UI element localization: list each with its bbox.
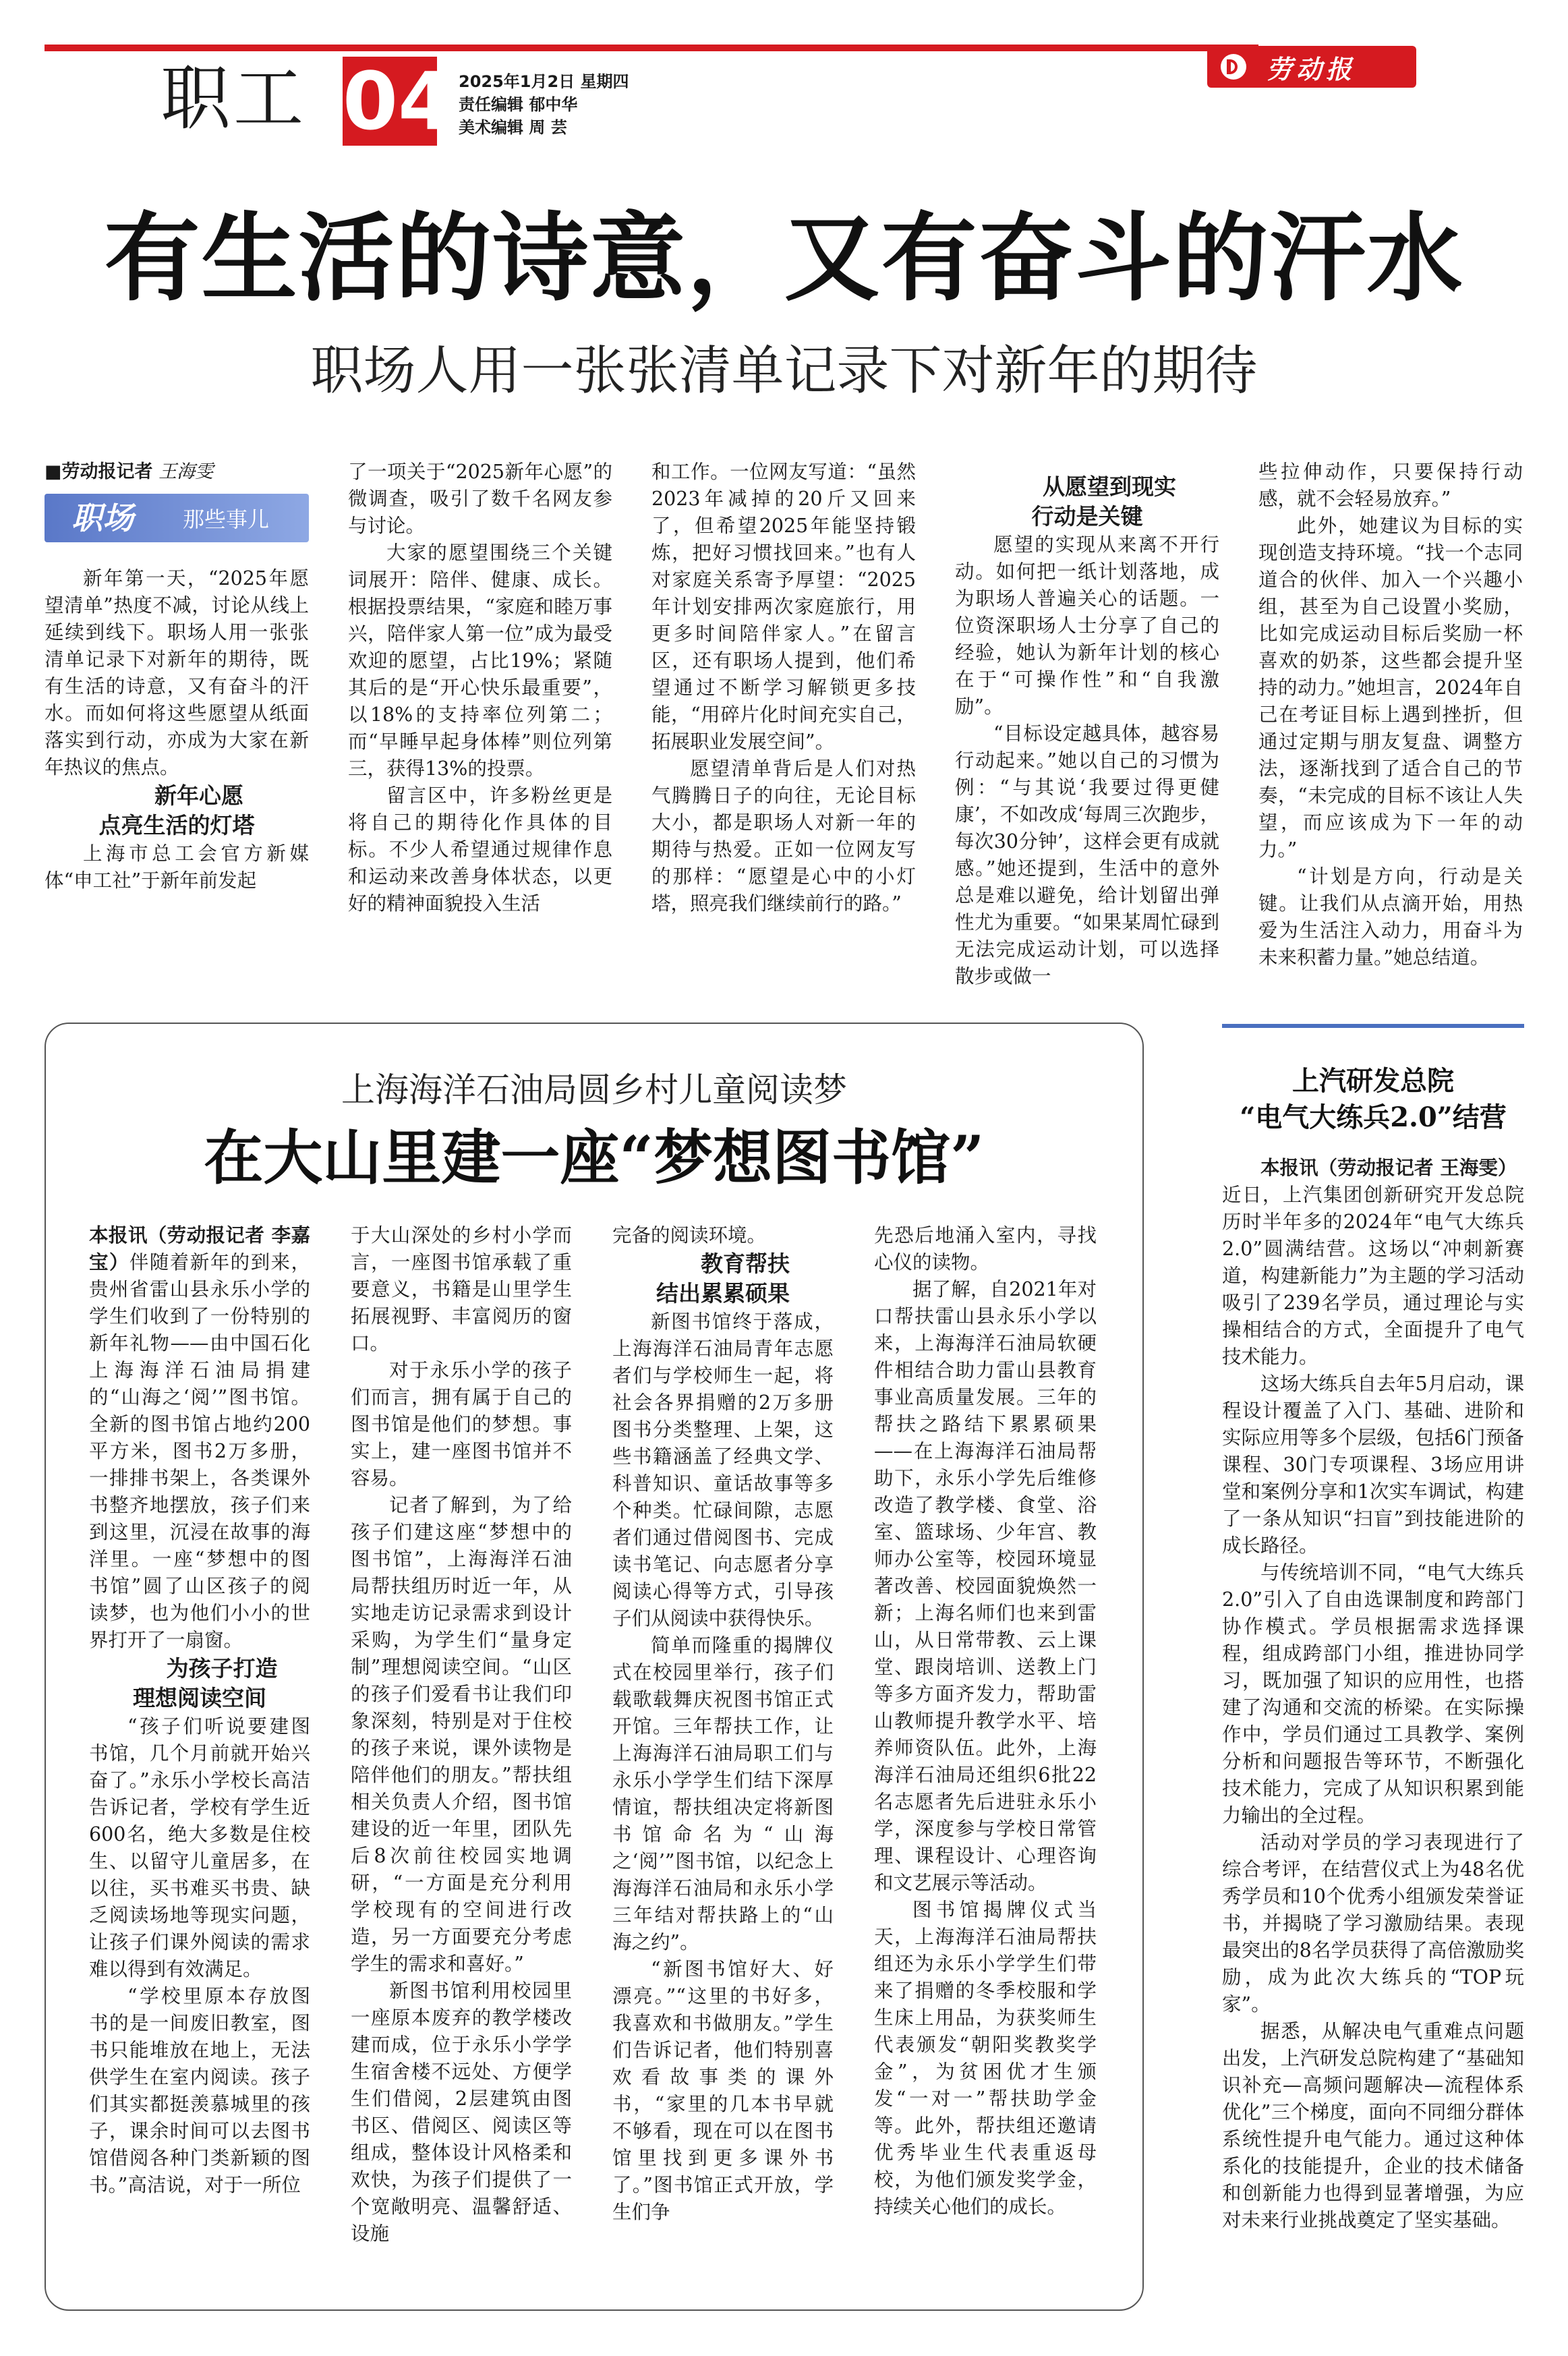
feature-para xyxy=(89,1222,310,1654)
lead-para: 新年第一天，“2025年愿望清单”热度不减，讨论从线上延续到线下。职场人用一张张清单记录下对新年的期待，既有生活的诗意，又有奋斗的汗水。而如何将这些愿望从纸面落实到行动，亦成为大家在新年热议的焦点。 xyxy=(45,567,309,778)
section-name: 职工 xyxy=(161,57,307,140)
editor-label: 责任编辑 xyxy=(459,95,523,114)
page-number: 04 xyxy=(343,55,454,148)
side-para: 与传统培训不同，“电气大练兵2.0”引入了自由选课制度和跨部门协作模式。学员根据需求选择课程，组成跨部门小组，推进协同学习，既加强了知识的应用性，也搭建了沟通和交流的桥梁。在实际操作中，学员们通过工具教学、案例分析和问题报告等环节，不断强化技术能力，完成了从知识积累到能力输出的全过程。 xyxy=(1222,1561,1524,1827)
lead-subhead-2: 从愿望到现实 行动是关键 xyxy=(1031,473,1176,529)
feature-para-text: 伴随着新年的到来，贵州省雷山县永乐小学的学生们收到了一份特别的新年礼物——由中国石化上海海洋石油局捐建的“山海之‘阅’”图书馆。全新的图书馆占地约200平方米，图书2万多册，一排排书架上，各类课外书整齐地摆放，孩子们来到这里，沉浸在故事的海洋里。一座“梦想中的图书馆”圆了山区孩子的阅读梦，也为他们小小的世界打开了一扇窗。 xyxy=(89,1251,310,1651)
lead-headline: 有生活的诗意，又有奋斗的汗水 xyxy=(104,202,1464,314)
feature-para: 记者了解到，为了给孩子们建这座“梦想中的图书馆”，上海海洋石油局帮扶组历时近一年，从实地走访记录需求到设计采购，为学生们“量身定制”理想阅读空间。“山区的孩子们爱看书让我们印象深刻，特别是对于住校的孩子来说，课外读物是陪伴他们的朋友。”帮扶组相关负责人介绍，图书馆建设的近一年里，团队先后8次前往校园实地调研，“一方面是充分利用学校现有的空间进行改造，另一方面要充分考虑学生的需求和喜好。” xyxy=(351,1494,572,1975)
feature-para: 简单而隆重的揭牌仪式在校园里举行，孩子们载歌载舞庆祝图书馆正式开馆。三年帮扶工作，让上海海洋石油局职工们与永乐小学学生们结下深厚情谊，帮扶组决定将新图书馆命名为“山海之‘阅’”图书馆，以纪念上海海洋石油局和永乐小学三年结对帮扶路上的“山海之约”。 xyxy=(612,1634,834,1953)
feature-col-1 xyxy=(89,1222,310,2199)
column-tag xyxy=(45,494,309,542)
art-editor-name: 周 芸 xyxy=(529,118,567,137)
side-para: 据悉，从解决电气重难点问题出发，上汽研发总院构建了“基础知识补充—高频问题解决—流程体系优化”三个梯度，面向不同细分群体系统性提升电气能力。通过这种体系化的技能提升，企业的技术储备和创新能力也得到显著增强，为应对未来行业挑战奠定了坚实基础。 xyxy=(1222,2020,1524,2231)
lead-para: 此外，她建议为目标的实现创造支持环境。“找一个志同道合的伙伴、加入一个兴趣小组，甚至为自己设置小奖励，比如完成运动目标后奖励一杯喜欢的奶茶，这些都会提升坚持的动力。”她坦言，2024年自己在考证目标上遇到挫折，但通过定期与朋友复盘、调整方法，逐渐找到了适合自己的节奏，“未完成的目标不该让人失望，而应该成为下一年的动力。” xyxy=(1258,515,1523,861)
side-byline xyxy=(1222,1155,1524,1182)
feature-headline: 在大山里建一座“梦想图书馆” xyxy=(204,1122,985,1193)
lead-para: 些拉伸动作，只要保持行动感，就不会轻易放弃。” xyxy=(1258,461,1523,510)
editor-name: 郁中华 xyxy=(529,95,578,114)
lead-byline-name: 王海雯 xyxy=(158,461,214,482)
lead-subheadline: 职场人用一张张清单记录下对新年的期待 xyxy=(310,341,1258,401)
side-para: 活动对学员的学习表现进行了综合考评，在结营仪式上为48名优秀学员和10个优秀小组颁发荣誉证书，并揭晓了学习激励结果。表现最突出的8名学员获得了高倍激励奖励，成为此次大练兵的“TOP玩家”。 xyxy=(1222,1831,1524,2015)
lead-subhead-1: 新年心愿 点亮生活的灯塔 xyxy=(98,782,255,838)
feature-para: 图书馆揭牌仪式当天，上海海洋石油局帮扶组还为永乐小学学生们带来了捐赠的冬季校服和学生床上用品，为获奖师生代表颁发“朝阳奖教奖学金”，为贫困优才生颁发“一对一”帮扶助学金等。此外，帮扶组还邀请优秀毕业生代表重返母校，为他们颁发奖学金，持续关心他们的成长。 xyxy=(874,1899,1097,2218)
lead-para: “目标设定越具体，越容易行动起来。”她以自己的习惯为例：“与其说‘我要过得更健康’，不如改成‘每周三次跑步，每次30分钟’，这样会更有成就感。”她还提到，生活中的意外总是难以避免，给计划留出弹性尤为重要。“如果某周忙碌到无法完成运动计划，可以选择散步或做一 xyxy=(955,722,1219,987)
lead-para: 和工作。一位网友写道：“虽然2023年减掉的20斤又回来了，但希望2025年能坚持锻炼，把好习惯找回来。”也有人对家庭关系寄予厚望：“2025年计划安排两次家庭旅行，用更多时间陪伴家人。”在留言区，还有职场人提到，他们希望通过不断学习解锁更多技能，“用碎片化时间充实自己，拓展职业发展空间”。 xyxy=(651,461,916,753)
art-editor-line xyxy=(459,116,629,139)
header-info xyxy=(459,70,629,139)
lead-para: 愿望的实现从来离不开行动。如何把一纸计划落地，成为职场人普遍关心的话题。一位资深职场人士分享了自己的经验，她认为新年计划的核心在于“可操作性”和“自我激励”。 xyxy=(955,534,1219,718)
feature-para: 据了解，自2021年对口帮扶雷山县永乐小学以来，上海海洋石油局软硬件相结合助力雷山县教育事业高质量发展。三年的帮扶之路结下累累硕果——在上海海洋石油局帮助下，永乐小学先后维修改造了教学楼、食堂、浴室、篮球场、少年宫、教师办公室等，校园环境显著改善、校园面貌焕然一新；上海名师们也来到雷山，从日常带教、云上课堂、跟岗培训、送教上门等多方面齐发力，帮助雷山教师提升教学水平、培养师资队伍。此外，上海海洋石油局还组织6批22名志愿者先后进驻永乐小学，深度参与学校日常管理、课程设计、心理咨询和文艺展示等活动。 xyxy=(874,1278,1097,1894)
feature-para: “孩子们听说要建图书馆，几个月前就开始兴奋了。”永乐小学校长高洁告诉记者，学校有学生近600名，绝大多数是住校生、以留守儿童居多，在以往，买书难买书贵、缺乏阅读场地等现实问题，让孩子们课外阅读的需求难以得到有效满足。 xyxy=(89,1715,310,1980)
logo-mark-icon xyxy=(1221,54,1246,80)
column-tag-main: 职场 xyxy=(71,500,134,536)
feature-para: 新图书馆终于落成，上海海洋石油局青年志愿者们与学校师生一起，将社会各界捐赠的2万多册图书分类整理、上架，这些书籍涵盖了经典文学、科普知识、童话故事等多个种类。忙碌间隙，志愿者们通过借阅图书、完成读书笔记、向志愿者分享阅读心得等方式，引导孩子们从阅读中获得快乐。 xyxy=(612,1311,834,1630)
feature-para: 对于永乐小学的孩子们而言，拥有属于自己的图书馆是他们的梦想。事实上，建一座图书馆并不容易。 xyxy=(351,1359,572,1489)
feature-col-2 xyxy=(351,1222,572,2247)
feature-byline: 本报讯（劳动报记者 李嘉宝） xyxy=(89,1224,310,1273)
lead-para: 愿望清单背后是人们对热气腾腾日子的向往，无论目标大小，都是职场人对新一年的期待与热爱。正如一位网友写的那样：“愿望是心中的小灯塔，照亮我们继续前行的路。” xyxy=(651,757,916,915)
feature-para: 完备的阅读环境。 xyxy=(612,1224,767,1246)
feature-para: “新图书馆好大、好漂亮。”“这里的书好多，我喜欢和书做朋友。”学生们告诉记者，他们特别喜欢看故事类的课外书，“家里的几本书早就不够看，现在可以在图书馆里找到更多课外书了。”图书馆正式开放，学生们争 xyxy=(612,1958,834,2223)
feature-col-3 xyxy=(612,1222,834,2226)
masthead-logo xyxy=(1207,46,1416,88)
issue-date: 2025年1月2日 星期四 xyxy=(459,72,629,91)
lead-col-3 xyxy=(651,459,916,917)
art-editor-label: 美术编辑 xyxy=(459,118,523,137)
lead-byline-label: ■劳动报记者 xyxy=(45,461,153,482)
side-col xyxy=(1222,1155,1524,2234)
lead-para: 大家的愿望围绕三个关键词展开：陪伴、健康、成长。根据投票结果，“家庭和睦万事兴，陪伴家人第一位”成为最受欢迎的愿望，占比19%；紧随其后的是“开心快乐最重要”，以18%的支持率位列第二；而“早睡早起身体棒”则位列第三，获得13%的投票。 xyxy=(348,542,612,780)
feature-para: 于大山深处的乡村小学而言，一座图书馆承载了重要意义，书籍是山里学生拓展视野、丰富阅历的窗口。 xyxy=(351,1224,572,1354)
lead-para: 留言区中，许多粉丝更是将自己的期待化作具体的目标。不少人希望通过规律作息和运动来改善身体状态，以更好的精神面貌投入生活 xyxy=(348,784,612,915)
logo-text: 劳动报 xyxy=(1267,53,1356,84)
lead-col-5 xyxy=(1258,459,1523,971)
feature-para: 新图书馆利用校园里一座原本废弃的教学楼改建而成，位于永乐小学学生宿舍楼不远处、方便学生们借阅，2层建筑由图书区、借阅区、阅读区等组成，整体设计风格柔和欢快，为孩子们提供了一个宽敞明亮、温馨舒适、设施 xyxy=(351,1980,572,2245)
lead-col-4 xyxy=(955,459,1219,990)
side-para: 这场大练兵自去年5月启动，课程设计覆盖了入门、基础、进阶和实际应用等多个层级，包括6门预备课程、30门专项课程、3场应用讲堂和案例分享和1次实车调试，构建了一条从知识“扫盲”到技能进阶的成长路径。 xyxy=(1222,1373,1524,1557)
feature-subhead-1: 为孩子打造 理想阅读空间 xyxy=(133,1655,278,1711)
lead-para: 上海市总工会官方新媒体“申工社”于新年前发起 xyxy=(45,842,309,892)
side-byline-text: 本报讯（劳动报记者 王海雯） xyxy=(1260,1157,1517,1179)
lead-col-2 xyxy=(348,459,612,917)
feature-kicker: 上海海洋石油局圆乡村儿童阅读梦 xyxy=(341,1070,847,1110)
header-top-rule xyxy=(45,45,1258,51)
lead-para: 了一项关于“2025新年心愿”的微调查，吸引了数千名网友参与讨论。 xyxy=(348,461,612,537)
feature-subhead-2: 教育帮扶 结出累累硕果 xyxy=(656,1251,790,1306)
feature-col-4 xyxy=(874,1222,1097,2220)
side-top-rule xyxy=(1222,1024,1524,1028)
lead-para: “计划是方向，行动是关键。让我们从点滴开始，用热爱为生活注入动力，用奋斗为未来积蓄力量。”她总结道。 xyxy=(1258,865,1523,969)
lead-col-1 xyxy=(45,459,309,894)
side-headline: 上汽研发总院 “电气大练兵2.0”结营 xyxy=(1240,1065,1507,1133)
column-tag-suffix: 那些事儿 xyxy=(183,507,270,532)
lead-byline xyxy=(45,459,309,486)
feature-para: “学校里原本存放图书的是一间废旧教室，图书只能堆放在地上，无法供学生在室内阅读。孩子们其实都挺羡慕城里的孩子，课余时间可以去图书馆借阅各种门类新颖的图书。”高洁说，对于一所位 xyxy=(89,1985,310,2196)
side-para: 近日，上汽集团创新研究开发总院历时半年多的2024年“电气大练兵2.0”圆满结营。这场以“冲刺新赛道，构建新能力”为主题的学习活动吸引了239名学员，通过理论与实操相结合的方式，全面提升了电气技术能力。 xyxy=(1222,1184,1524,1368)
editor-line xyxy=(459,93,629,116)
feature-para: 先恐后地涌入室内，寻找心仪的读物。 xyxy=(874,1224,1097,1273)
